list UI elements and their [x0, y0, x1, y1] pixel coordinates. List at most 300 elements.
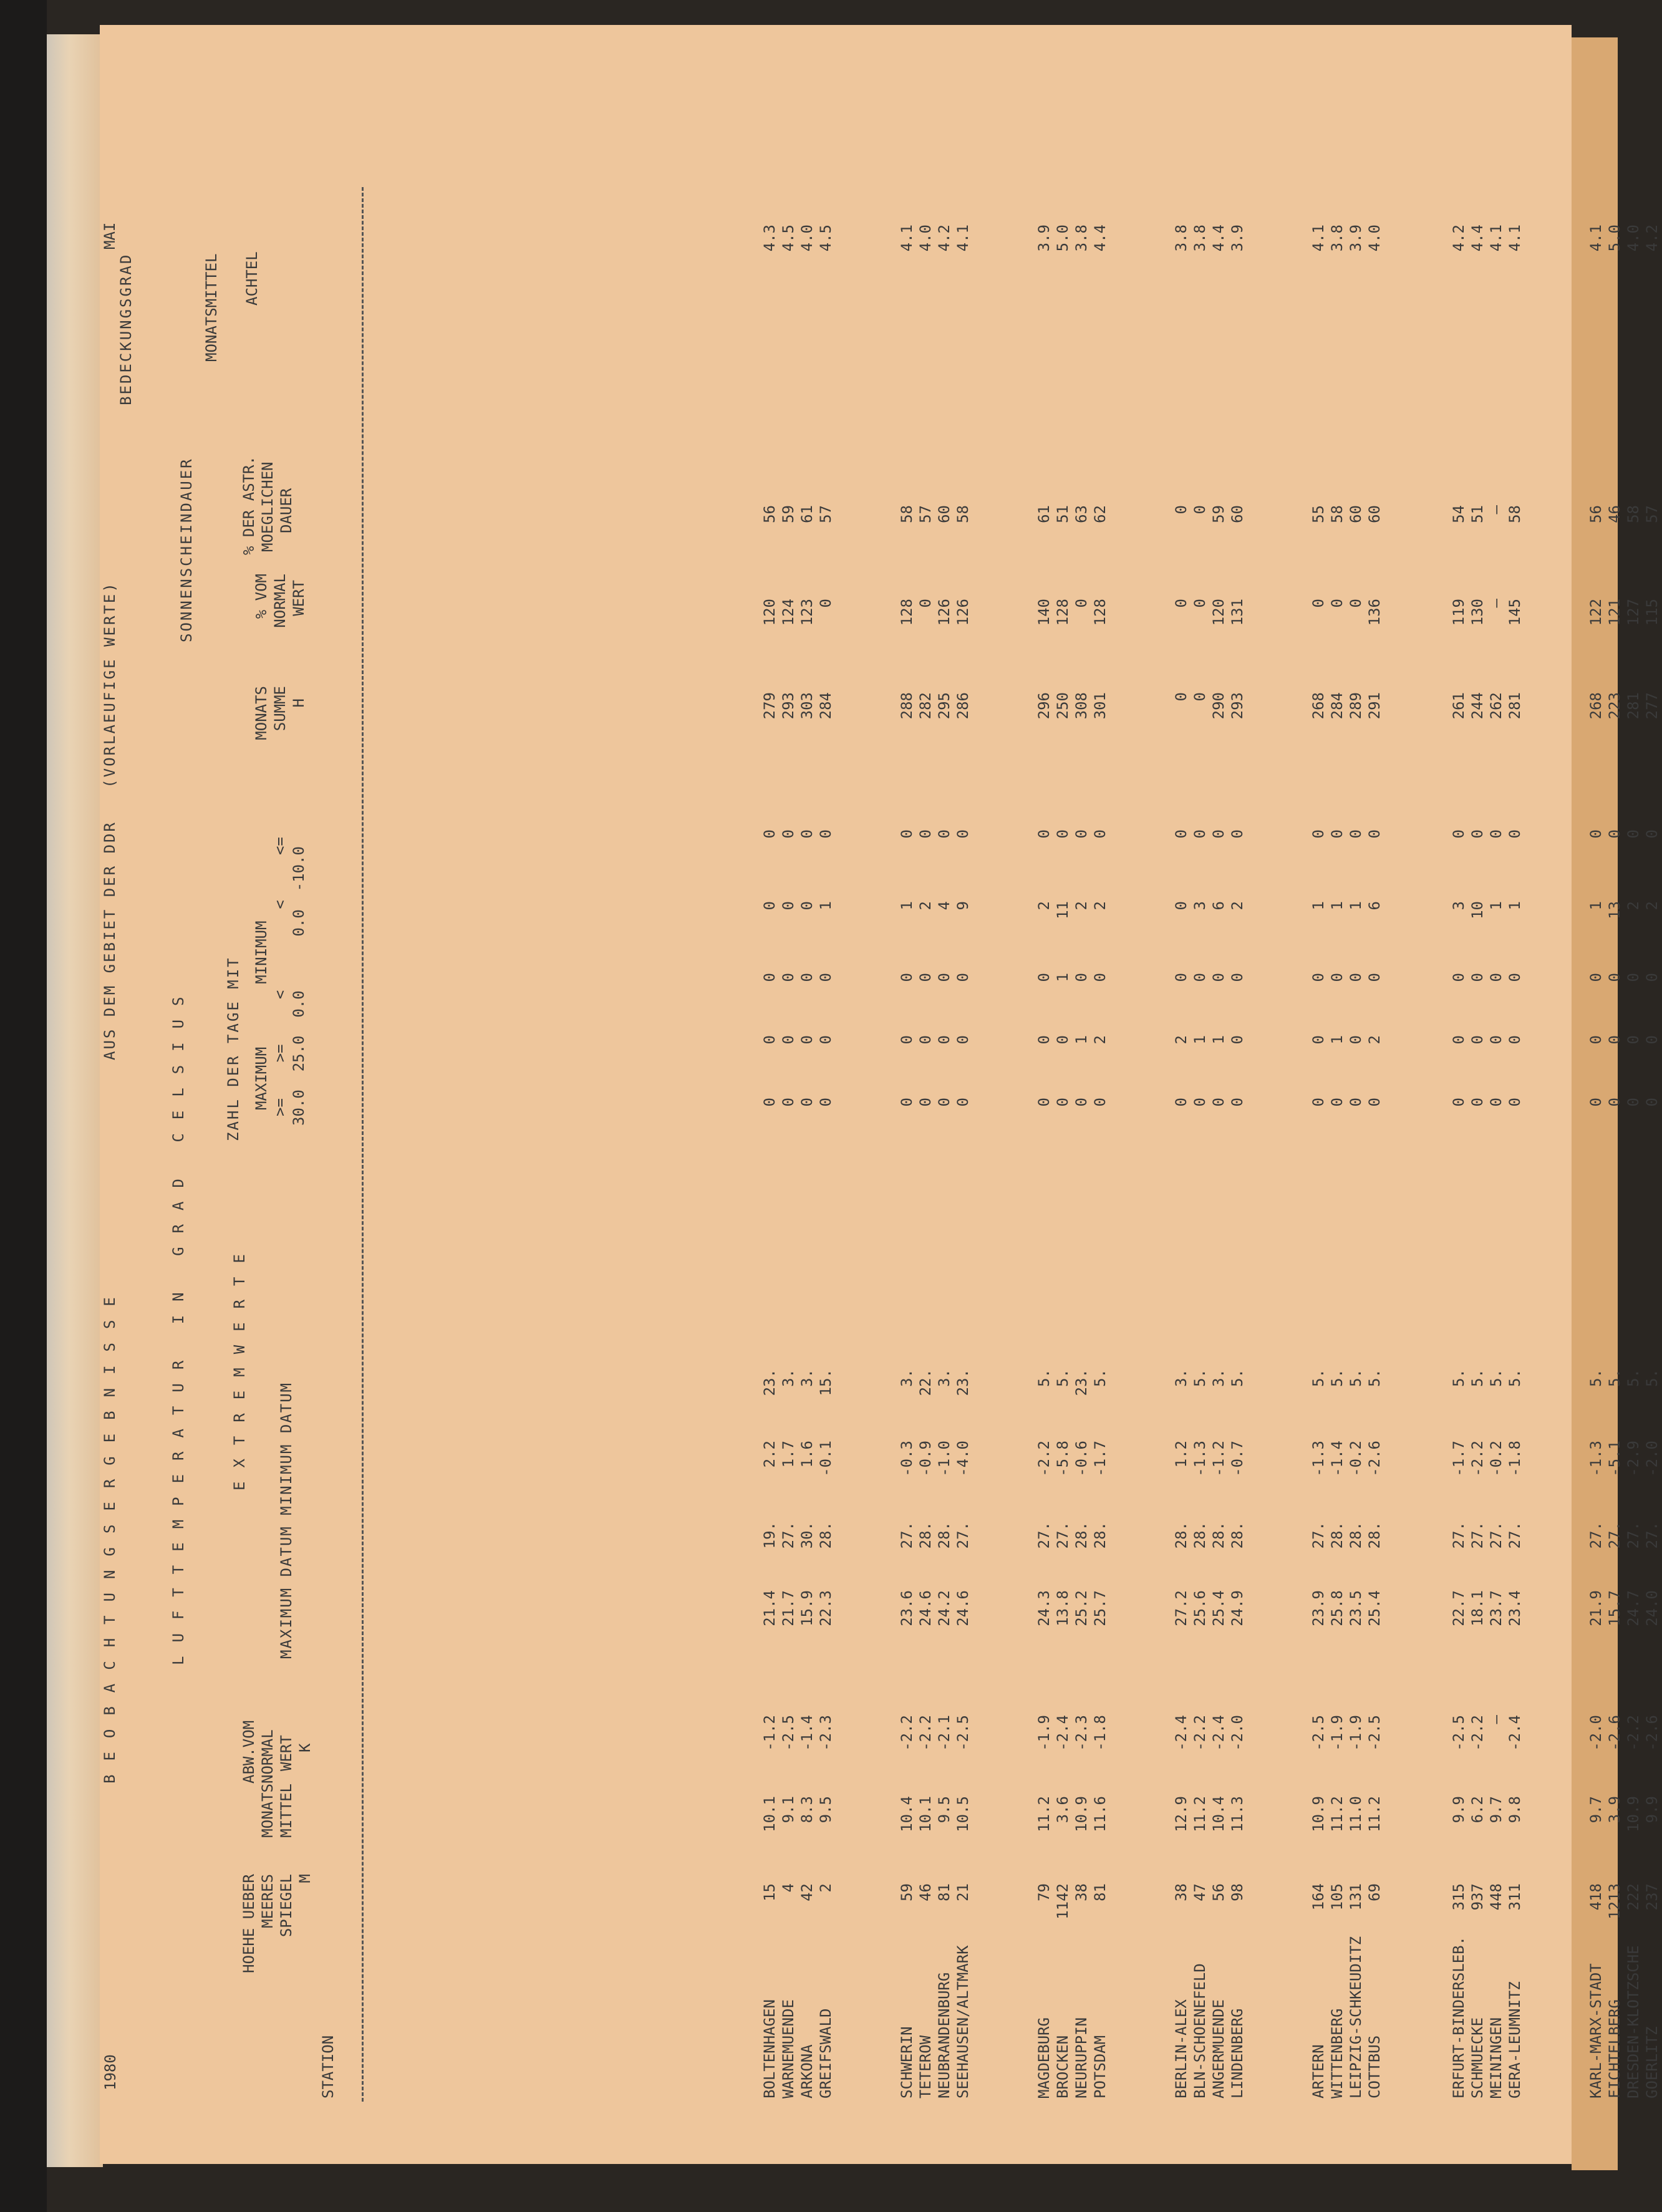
header-cloud-monthly-mean: MONATSMITTEL — [203, 253, 220, 362]
cell-max: 23.5 — [1347, 1590, 1365, 1626]
cell-dm10: 0 — [1450, 829, 1467, 839]
header-monthly-mean-2: MITTEL — [278, 1784, 295, 1838]
cell-d25: 1 — [1191, 1035, 1209, 1045]
rotated-table — [100, 25, 1661, 2164]
cell-min: -2.2 — [1035, 1441, 1053, 1477]
header-height-4: M — [296, 1874, 314, 1883]
cell-sun: 303 — [798, 692, 816, 720]
cell-suna: 56 — [1587, 505, 1605, 523]
cell-d0a: 0 — [1625, 973, 1642, 982]
cell-dev: -2.0 — [1587, 1715, 1605, 1751]
cell-mean: 6.2 — [1469, 1796, 1486, 1823]
cell-max: 25.6 — [1191, 1590, 1209, 1626]
cell-mind: 5. — [1054, 1369, 1071, 1387]
cell-d25: 0 — [817, 1035, 834, 1045]
cell-maxd: 28. — [1091, 1522, 1109, 1549]
table-row — [1229, 168, 1247, 2164]
cell-d30: 0 — [798, 1098, 816, 1107]
cell-h: 2 — [817, 1883, 834, 1893]
cell-min: -0.6 — [1073, 1441, 1090, 1477]
cell-mean: 12.9 — [1172, 1796, 1190, 1832]
cell-sunn: 0 — [1328, 599, 1346, 608]
header-cloud-unit: ACHTEL — [243, 251, 261, 306]
cell-dev: -2.2 — [1469, 1715, 1486, 1751]
cell-d0a: 0 — [1469, 973, 1486, 982]
cell-suna: 60 — [1347, 505, 1365, 523]
cell-maxd: 28. — [1347, 1522, 1365, 1549]
cell-sunn: 130 — [1469, 599, 1486, 626]
cell-d25: 0 — [761, 1035, 778, 1045]
cell-suna: 63 — [1073, 505, 1090, 523]
cell-sunn: 0 — [1073, 599, 1090, 608]
cell-max: 23.4 — [1506, 1590, 1524, 1626]
cell-suna: 61 — [798, 505, 816, 523]
document-page — [100, 25, 1661, 2164]
cell-d25: 2 — [1366, 1035, 1383, 1045]
station-name: WARNEMUENDE — [780, 1999, 797, 2099]
cell-min: -2.2 — [1469, 1441, 1486, 1477]
cell-cloud: 4.4 — [1469, 225, 1486, 252]
cell-dev: -2.6 — [1606, 1715, 1623, 1751]
cell-h: 237 — [1643, 1883, 1661, 1911]
cell-dev: -2.2 — [917, 1715, 934, 1751]
cell-mind: 5. — [1347, 1369, 1365, 1387]
cell-mind: 5. — [1469, 1369, 1486, 1387]
cell-h: 448 — [1487, 1883, 1505, 1911]
cell-dev: -2.0 — [1229, 1715, 1246, 1751]
cell-h: 42 — [798, 1883, 816, 1901]
cell-d25: 0 — [1035, 1035, 1053, 1045]
cell-sunn: 115 — [1643, 599, 1661, 626]
cell-max: 24.9 — [1229, 1590, 1246, 1626]
cell-d0a: 0 — [954, 973, 972, 982]
cell-d25: 1 — [1073, 1035, 1090, 1045]
cell-mean: 10.9 — [1073, 1796, 1090, 1832]
cell-d0a: 0 — [798, 973, 816, 982]
cell-min: -4.0 — [954, 1441, 972, 1477]
cell-max: 23.9 — [1310, 1590, 1327, 1626]
cell-d25: 0 — [1587, 1035, 1605, 1045]
year: 1980 — [102, 2054, 119, 2090]
cell-dm10: 0 — [817, 829, 834, 839]
table-row — [1172, 168, 1191, 2164]
cell-sun: 293 — [1229, 692, 1246, 720]
cell-d0a: 0 — [1450, 973, 1467, 982]
cell-max: 22.7 — [1450, 1590, 1467, 1626]
cell-dev: -1.8 — [1091, 1715, 1109, 1751]
header-days-groups: MAXIMUM MINIMUM — [253, 920, 270, 1110]
cell-sunn: 131 — [1229, 599, 1246, 626]
cell-d30: 0 — [1191, 1098, 1209, 1107]
cell-sunn: 128 — [1091, 599, 1109, 626]
cell-maxd: 27. — [1310, 1522, 1327, 1549]
cell-mind: 5. — [1506, 1369, 1524, 1387]
cell-sunn: 128 — [1054, 599, 1071, 626]
cell-d25: 0 — [1625, 1035, 1642, 1045]
cell-sunn: 0 — [1191, 599, 1209, 608]
table-row — [898, 168, 917, 2164]
cell-d0b: 0 — [1172, 901, 1190, 910]
cell-mind: 5. — [1450, 1369, 1467, 1387]
cell-d25: 0 — [954, 1035, 972, 1045]
cell-d25: 0 — [917, 1035, 934, 1045]
cell-mind: 3. — [1172, 1369, 1190, 1387]
cell-suna: 58 — [954, 505, 972, 523]
cell-dev: -1.2 — [761, 1715, 778, 1751]
cell-d30: 0 — [935, 1098, 953, 1107]
cell-sun: 288 — [898, 692, 916, 720]
cell-cloud: 4.2 — [1450, 225, 1467, 252]
page-title: BEOBACHTUNGSERGEBNISSE — [101, 1283, 118, 1784]
cell-d30: 0 — [1054, 1098, 1071, 1107]
cell-max: 18.1 — [1469, 1590, 1486, 1626]
cell-h: 131 — [1347, 1883, 1365, 1911]
cell-mean: 10.5 — [954, 1796, 972, 1832]
cell-sunn: 0 — [917, 599, 934, 608]
station-name: LINDENBERG — [1229, 2008, 1246, 2099]
cell-d25: 0 — [1643, 1035, 1661, 1045]
cell-maxd: 27. — [1606, 1522, 1623, 1549]
cell-h: 38 — [1073, 1883, 1090, 1901]
cell-dev: -2.4 — [1210, 1715, 1227, 1751]
cell-h: 105 — [1328, 1883, 1346, 1911]
cell-cloud: 4.3 — [761, 225, 778, 252]
station-name: MAGDEBURG — [1035, 2017, 1053, 2099]
table-row — [917, 168, 935, 2164]
cell-dev: -2.4 — [1506, 1715, 1524, 1751]
cell-maxd: 28. — [1328, 1522, 1346, 1549]
cell-suna: 56 — [761, 505, 778, 523]
cell-d0b: 1 — [898, 901, 916, 910]
header-deviation-3: WERT — [278, 1735, 295, 1771]
cell-sun: 295 — [935, 692, 953, 720]
cell-sunn: 123 — [798, 599, 816, 626]
cell-d0b: 2 — [1229, 901, 1246, 910]
cell-min: 1.6 — [798, 1441, 816, 1468]
cell-d30: 0 — [1035, 1098, 1053, 1107]
cell-mean: 8.3 — [798, 1796, 816, 1823]
table-row — [798, 168, 817, 2164]
cell-sun: 290 — [1210, 692, 1227, 720]
cell-cloud: 4.1 — [1487, 225, 1505, 252]
cell-dm10: 0 — [798, 829, 816, 839]
cell-min: -0.9 — [917, 1441, 934, 1477]
cell-min: -1.4 — [1328, 1441, 1346, 1477]
cell-d25: 1 — [1328, 1035, 1346, 1045]
cell-max: 15.9 — [798, 1590, 816, 1626]
table-row — [1366, 168, 1384, 2164]
cell-d25: 0 — [1487, 1035, 1505, 1045]
cell-max: 24.6 — [917, 1590, 934, 1626]
cell-h: 222 — [1625, 1883, 1642, 1911]
cell-suna: 51 — [1054, 505, 1071, 523]
cell-maxd: 27. — [1450, 1522, 1467, 1549]
cell-d0a: 1 — [1054, 973, 1071, 982]
cell-d30: 0 — [917, 1098, 934, 1107]
cell-sunn: 128 — [898, 599, 916, 626]
cell-suna: 58 — [1506, 505, 1524, 523]
header-extremes: EXTREMWERTE — [231, 1240, 248, 1490]
cell-dm10: 0 — [1487, 829, 1505, 839]
cell-max: 21.9 — [1587, 1590, 1605, 1626]
cell-sunn: 119 — [1450, 599, 1467, 626]
station-name: ERFURT-BINDERSLEB. — [1450, 1936, 1467, 2099]
cell-dev: -2.5 — [954, 1715, 972, 1751]
station-name: GOERLITZ — [1643, 2026, 1661, 2099]
cell-d0a: 0 — [1643, 973, 1661, 982]
cell-dev: -1.9 — [1328, 1715, 1346, 1751]
cell-suna: 51 — [1469, 505, 1486, 523]
cell-d30: 0 — [817, 1098, 834, 1107]
cell-min: -1.3 — [1191, 1441, 1209, 1477]
cell-min: -1.7 — [1450, 1441, 1467, 1477]
cell-d25: 2 — [1172, 1035, 1190, 1045]
cell-suna: 57 — [1643, 505, 1661, 523]
header-sun-sum-1: MONATS — [253, 686, 270, 740]
cell-maxd: 27. — [1035, 1522, 1053, 1549]
cell-mean: 9.9 — [1450, 1796, 1467, 1823]
cell-maxd: 27. — [1054, 1522, 1071, 1549]
cell-d0a: 0 — [935, 973, 953, 982]
header-deviation-2: NORMAL — [259, 1729, 276, 1784]
cell-cloud: 4.0 — [1625, 225, 1642, 252]
cell-dm10: 0 — [954, 829, 972, 839]
header-sun-astro-1: % DER ASTR. — [240, 456, 258, 555]
cell-dm10: 0 — [1210, 829, 1227, 839]
cell-maxd: 27. — [780, 1522, 797, 1549]
cell-d0a: 0 — [817, 973, 834, 982]
cell-max: 24.0 — [1643, 1590, 1661, 1626]
station-name: ANGERMUENDE — [1210, 1999, 1227, 2099]
cell-maxd: 27. — [1643, 1522, 1661, 1549]
cell-max: 25.7 — [1091, 1590, 1109, 1626]
cell-dev: -2.5 — [780, 1715, 797, 1751]
cell-mean: 10.1 — [917, 1796, 934, 1832]
cell-sunn: 127 — [1625, 599, 1642, 626]
header-deviation-1: ABW.VOM — [240, 1720, 258, 1784]
cell-h: 98 — [1229, 1883, 1246, 1901]
cell-maxd: 27. — [898, 1522, 916, 1549]
cell-d0a: 0 — [780, 973, 797, 982]
cell-min: -2.6 — [1366, 1441, 1383, 1477]
cell-mind: 5. — [1606, 1369, 1623, 1387]
month: MAI — [101, 222, 118, 249]
cell-min: -1.2 — [1210, 1441, 1227, 1477]
station-name: BOLTENHAGEN — [761, 1999, 778, 2099]
cell-suna: 58 — [1625, 505, 1642, 523]
cell-h: 21 — [954, 1883, 972, 1901]
cell-sun: 301 — [1091, 692, 1109, 720]
cell-h: 81 — [935, 1883, 953, 1901]
header-sun-astro-3: DAUER — [278, 488, 295, 533]
cell-d25: 0 — [1606, 1035, 1623, 1045]
cell-d30: 0 — [1487, 1098, 1505, 1107]
station-name: POTSDAM — [1091, 2035, 1109, 2099]
station-name: WITTENBERG — [1328, 2008, 1346, 2099]
cell-sun: 289 — [1347, 692, 1365, 720]
cell-d0a: 0 — [1606, 973, 1623, 982]
table-row — [1450, 168, 1469, 2164]
cell-d0b: 2 — [1035, 901, 1053, 910]
cell-dev: -2.5 — [1450, 1715, 1467, 1751]
cell-sun: 262 — [1487, 692, 1505, 720]
cell-sun: 223 — [1606, 692, 1623, 720]
header-height-3: SPIEGEL — [278, 1874, 295, 1938]
cell-sunn: 124 — [780, 599, 797, 626]
cell-min: -1.3 — [1310, 1441, 1327, 1477]
cell-mind: 3. — [798, 1369, 816, 1387]
cell-d30: 0 — [761, 1098, 778, 1107]
cell-d0a: 0 — [1035, 973, 1053, 982]
cell-mean: 11.2 — [1191, 1796, 1209, 1832]
cell-suna: 54 — [1450, 505, 1467, 523]
cell-suna: 60 — [935, 505, 953, 523]
cell-d0a: 0 — [1172, 973, 1190, 982]
cell-maxd: 27. — [1625, 1522, 1642, 1549]
cell-sun: 308 — [1073, 692, 1090, 720]
cell-mind: 3. — [780, 1369, 797, 1387]
header-sun-normal-2: NORMAL — [271, 574, 289, 628]
cell-d0a: 0 — [1091, 973, 1109, 982]
cell-d0a: 0 — [898, 973, 916, 982]
cell-mind: 23. — [954, 1369, 972, 1396]
table-row — [1310, 168, 1328, 2164]
header-height-2: MEERES — [259, 1874, 276, 1928]
cell-cloud: 3.9 — [1035, 225, 1053, 252]
station-name: FICHTELBERG — [1606, 1999, 1623, 2099]
cell-mind: 23. — [761, 1369, 778, 1396]
cell-d30: 0 — [1469, 1098, 1486, 1107]
cell-d0a: 0 — [1328, 973, 1346, 982]
cell-suna: 46 — [1606, 505, 1623, 523]
cell-mind: 3. — [935, 1369, 953, 1387]
cell-mean: 10.4 — [1210, 1796, 1227, 1832]
cell-cloud: 4.2 — [1643, 225, 1661, 252]
station-name: GREIFSWALD — [817, 2008, 834, 2099]
cell-mean: 9.7 — [1587, 1796, 1605, 1823]
cell-sun: 286 — [954, 692, 972, 720]
cell-dm10: 0 — [1091, 829, 1109, 839]
cell-d25: 0 — [898, 1035, 916, 1045]
cell-dev: -2.4 — [1172, 1715, 1190, 1751]
cell-sun: 281 — [1506, 692, 1524, 720]
header-sun-sum-3: H — [290, 698, 307, 708]
header-days: ZAHL DER TAGE MIT — [225, 956, 242, 1141]
cell-sun: 277 — [1643, 692, 1661, 720]
cell-min: -2.9 — [1625, 1441, 1642, 1477]
cell-d30: 0 — [1310, 1098, 1327, 1107]
cell-cloud: 3.8 — [1328, 225, 1346, 252]
station-name: DRESDEN-KLOTZSCHE — [1625, 1945, 1642, 2099]
cell-suna: 0 — [1172, 505, 1190, 514]
cell-sun: 250 — [1054, 692, 1071, 720]
header-sun-normal-3: WERT — [290, 580, 307, 616]
cell-sunn: 126 — [935, 599, 953, 626]
cell-maxd: 28. — [935, 1522, 953, 1549]
cell-maxd: 27. — [1487, 1522, 1505, 1549]
cell-dev: -2.3 — [1073, 1715, 1090, 1751]
table-row — [935, 168, 954, 2164]
cell-sunn: 0 — [1347, 599, 1365, 608]
cell-sunn: 120 — [761, 599, 778, 626]
cell-d0b: 2 — [1073, 901, 1090, 910]
cell-dm10: 0 — [1172, 829, 1190, 839]
cell-min: 2.2 — [761, 1441, 778, 1468]
table-row — [1643, 168, 1662, 2164]
cell-d30: 0 — [898, 1098, 916, 1107]
cell-min: -0.2 — [1347, 1441, 1365, 1477]
header-sun-sum-2: SUMME — [271, 686, 289, 732]
station-name: LEIPZIG-SCHKEUDITZ — [1347, 1936, 1365, 2099]
cell-dm10: 0 — [780, 829, 797, 839]
cell-suna: 62 — [1091, 505, 1109, 523]
cell-dev: -1.9 — [1347, 1715, 1365, 1751]
cell-max: 24.3 — [1035, 1590, 1053, 1626]
cell-d0a: 0 — [1487, 973, 1505, 982]
cell-max: 25.4 — [1366, 1590, 1383, 1626]
table-row — [1054, 168, 1073, 2164]
cell-cloud: 5.0 — [1054, 225, 1071, 252]
cell-mean: 10.1 — [761, 1796, 778, 1832]
cell-suna: 55 — [1310, 505, 1327, 523]
cell-d0a: 0 — [761, 973, 778, 982]
cell-dev: -2.5 — [1310, 1715, 1327, 1751]
cell-d30: 0 — [1073, 1098, 1090, 1107]
cell-dm10: 0 — [1054, 829, 1071, 839]
cell-dm10: 0 — [1347, 829, 1365, 839]
cell-d0b: 0 — [798, 901, 816, 910]
station-name: GERA-LEUMNITZ — [1506, 1981, 1524, 2099]
table-row — [1587, 168, 1606, 2164]
cell-mean: 9.5 — [817, 1796, 834, 1823]
cell-dev: -2.6 — [1643, 1715, 1661, 1751]
cell-cloud: 4.4 — [1091, 225, 1109, 252]
cell-d25: 0 — [1054, 1035, 1071, 1045]
cell-d30: 0 — [1606, 1098, 1623, 1107]
cell-sun: 261 — [1450, 692, 1467, 720]
cell-h: 69 — [1366, 1883, 1383, 1901]
cell-d30: 0 — [1210, 1098, 1227, 1107]
header-sun-normal-1: % VOM — [253, 574, 270, 619]
cell-sunn: 122 — [1587, 599, 1605, 626]
cell-d0b: 13 — [1606, 901, 1623, 919]
cell-suna: 61 — [1035, 505, 1053, 523]
cell-mean: 11.3 — [1229, 1796, 1246, 1832]
cell-d30: 0 — [1328, 1098, 1346, 1107]
cell-d0a: 0 — [1506, 973, 1524, 982]
cell-d25: 0 — [780, 1035, 797, 1045]
header-extremes-columns: MAXIMUM DATUM MINIMUM DATUM — [278, 1381, 295, 1659]
cell-sun: 291 — [1366, 692, 1383, 720]
cell-d30: 0 — [1643, 1098, 1661, 1107]
cell-cloud: 5.0 — [1606, 225, 1623, 252]
cell-cloud: 4.2 — [935, 225, 953, 252]
cell-min: -1.0 — [935, 1441, 953, 1477]
cell-d30: 0 — [780, 1098, 797, 1107]
cell-d25: 0 — [935, 1035, 953, 1045]
cell-min: 1.7 — [780, 1441, 797, 1468]
cell-d30: 0 — [1587, 1098, 1605, 1107]
cell-sun: 244 — [1469, 692, 1486, 720]
cell-mean: 9.5 — [935, 1796, 953, 1823]
cell-mean: 10.9 — [1310, 1796, 1327, 1832]
table-row — [780, 168, 798, 2164]
cell-sun: 284 — [1328, 692, 1346, 720]
station-name: SEEHAUSEN/ALTMARK — [954, 1945, 972, 2099]
header-days-operators: >= >= < < <= — [271, 837, 289, 1116]
header-deviation-4: K — [296, 1743, 314, 1752]
cell-sunn: 121 — [1606, 599, 1623, 626]
